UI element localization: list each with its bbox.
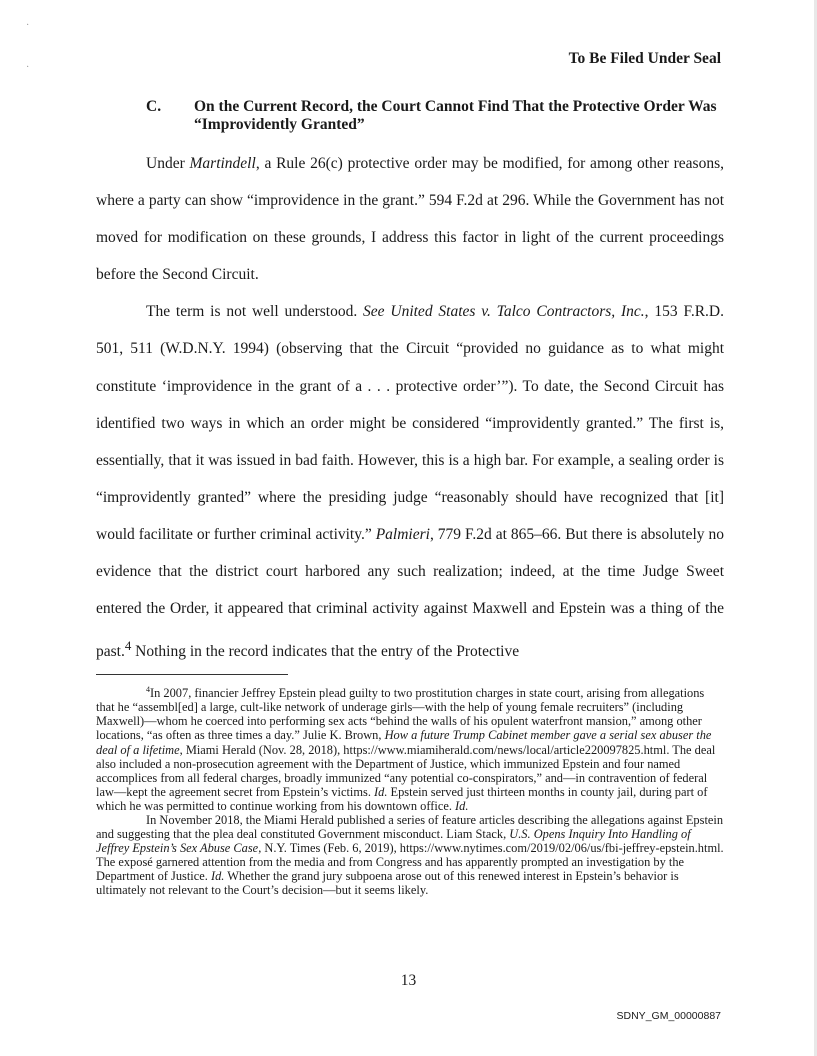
footnote-reference: 4 bbox=[124, 638, 132, 654]
paragraph-1 bbox=[96, 145, 724, 293]
case-citation: Martindell bbox=[189, 155, 256, 172]
text-run: , Miami Herald (Nov. 28, 2018), https://www.miamiherald.com/news/local/article220097825.html. The deal also included a non-prosecution agreement with the Department of Justice, which immunized Epstein and four named accomplices from all federal charges, broadly immunized “any potential co-conspirators,” and—in contravention of federal law—kept the agreement secret from Epstein’s victims. bbox=[96, 742, 716, 799]
seal-notice: To Be Filed Under Seal bbox=[568, 50, 721, 67]
bates-number: SDNY_GM_00000887 bbox=[616, 1010, 721, 1022]
section-letter: C. bbox=[146, 98, 162, 115]
id-citation: Id. bbox=[210, 869, 225, 884]
text-run: , N.Y. Times (Feb. 6, 2019), https://www.nytimes.com/2019/02/06/us/fbi-jeffrey-epstein.html. The exposé garnered attention from the media and from Congress and has apparently prompted an investigation by the Department of Justice. bbox=[96, 841, 724, 884]
scan-speck: · bbox=[26, 20, 30, 31]
id-citation: Id. bbox=[455, 798, 469, 813]
footnote-paragraph-1 bbox=[96, 683, 724, 813]
paragraph-2 bbox=[96, 293, 724, 670]
page-number: 13 bbox=[400, 972, 417, 989]
body-text bbox=[96, 145, 724, 670]
text-run: Whether the grand jury subpoena arose out of this renewed interest in Epstein’s behavior is ultimately not relevant to the Court’s decision—but it seems likely. bbox=[96, 869, 679, 898]
text-run: In 2007, financier Jeffrey Epstein plead guilty to two prostitution charges in state court, arising from allegations that he “assembl[ed] a large, cult-like network of underage girls—with the help of young female recruiters” (including Maxwell)—whom he coerced into performing sex acts “behind the walls of his opulent waterfront mansion,” among other locations, “as often as three times a day.” Julie K. Brown, bbox=[96, 686, 705, 743]
footnote bbox=[96, 683, 724, 898]
text-run: , 153 F.R.D. 501, 511 (W.D.N.Y. 1994) (observing that the Circuit “provided no guidance as to what might constitute ‘improvidence in the grant of a . . . protective order’”). To date, the Second Circuit has identified two ways in which an order might be considered “improvidently granted.” The first is, essentially, that it was issued in bad faith. However, this is a high bar. For example, a sealing order is “improvidently granted” where the presiding judge “reasonably should have recognized that [it] would facilitate or further criminal activity.” bbox=[96, 303, 724, 543]
id-citation: Id. bbox=[374, 784, 388, 799]
text-run: Epstein served just thirteen months in county jail, during part of which he was permitted to continue working from his downtown office. bbox=[96, 784, 708, 813]
footnote-number: 4 bbox=[146, 685, 150, 694]
text-run: In November 2018, the Miami Herald published a series of feature articles describing the allegations against Epstein and suggesting that the plea deal constituted Government misconduct. Liam Stack, bbox=[96, 812, 724, 842]
text-run: Nothing in the record indicates that the entry of the Protective bbox=[131, 643, 520, 661]
text-run: , a Rule 26(c) protective order may be modified, for among other reasons, where a party can show “improvidence in the grant.” 594 F.2d at 296. While the Government has not moved for modification on these grounds, I address this factor in light of the current proceedings before the Second Circuit. bbox=[96, 155, 724, 284]
footnote-paragraph-2 bbox=[96, 813, 724, 898]
article-title: U.S. Opens Inquiry Into Handling of Jeffrey Epstein’s Sex Abuse Case bbox=[96, 827, 691, 856]
text-run: Under bbox=[146, 155, 190, 172]
case-citation: Palmieri bbox=[375, 525, 430, 543]
case-citation: See United States v. Talco Contractors, Inc. bbox=[363, 303, 645, 321]
text-run: , 779 F.2d at 865–66. But there is absolutely no evidence that the district court harbored any such realization; indeed, at the time Judge Sweet entered the Order, it appeared that criminal activity against Maxwell and Epstein was a thing of the past. bbox=[96, 525, 724, 661]
article-title: How a future Trump Cabinet member gave a serial sex abuser the deal of a lifetime bbox=[96, 728, 712, 757]
section-title: On the Current Record, the Court Cannot Find That the Protective Order Was “Improvidently Granted” bbox=[194, 98, 717, 133]
text-run: The term is not well understood. bbox=[146, 303, 364, 321]
footnote-divider bbox=[96, 674, 288, 675]
scan-speck: · bbox=[26, 62, 30, 73]
